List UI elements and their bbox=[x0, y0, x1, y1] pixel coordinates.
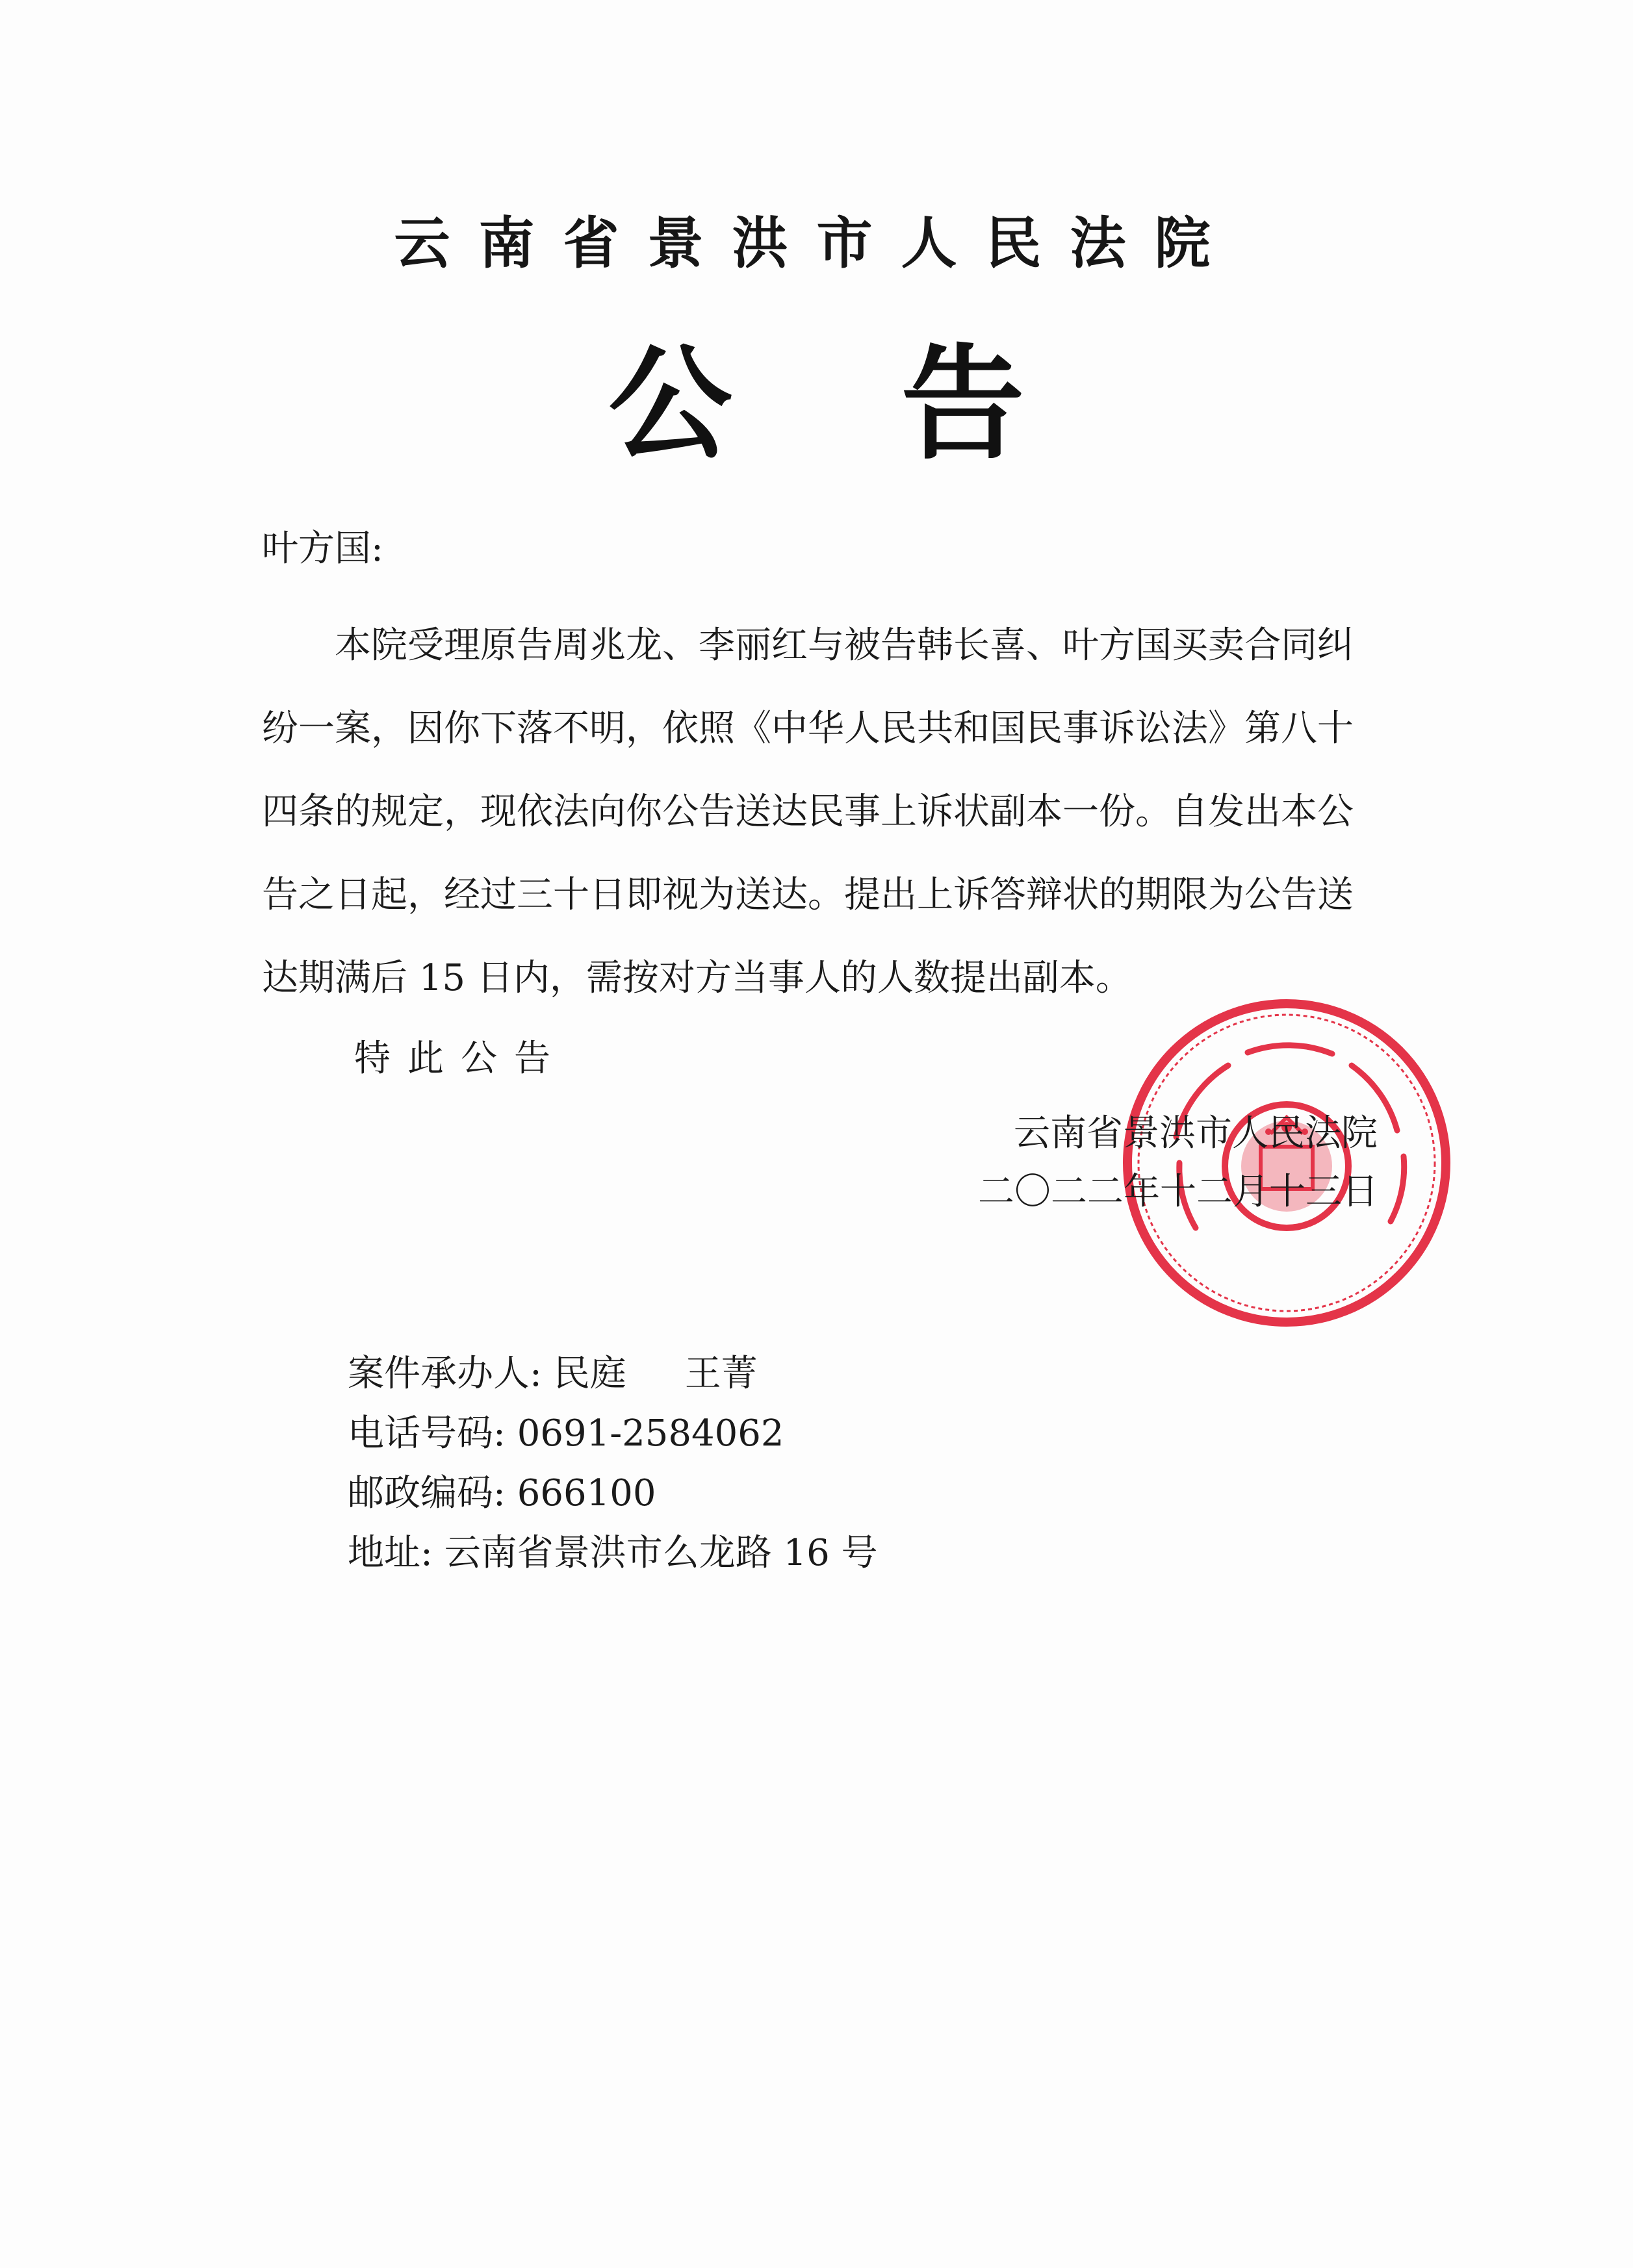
document-title: 公告 bbox=[608, 333, 1194, 476]
signature-date: 二〇二二年十二月十三日 bbox=[978, 1171, 1378, 1213]
handler-label: 案件承办人: bbox=[348, 1353, 542, 1395]
handler-dept: 民庭 bbox=[553, 1353, 626, 1395]
phone-label: 电话号码: bbox=[348, 1412, 506, 1455]
signature-court: 云南省景洪市人民法院 bbox=[1014, 1112, 1378, 1154]
postcode-value: 666100 bbox=[517, 1472, 656, 1514]
address-row bbox=[348, 1524, 878, 1576]
body-line: 达期满后 15 日内，需按对方当事人的人数提出副本。 bbox=[262, 957, 1132, 999]
phone-row bbox=[348, 1405, 784, 1457]
addressee: 叶方国: bbox=[262, 528, 383, 570]
phone-number: 0691-2584062 bbox=[517, 1412, 784, 1455]
handler-name: 王菁 bbox=[684, 1353, 758, 1395]
body-line: 纷一案，因你下落不明，依照《中华人民共和国民事诉讼法》第八十 bbox=[262, 707, 1354, 750]
handler-row bbox=[348, 1345, 758, 1397]
address-label: 地址: bbox=[348, 1532, 433, 1574]
postcode-row bbox=[348, 1464, 656, 1516]
notice-body bbox=[262, 604, 1393, 1020]
address-value: 云南省景洪市么龙路 16 号 bbox=[444, 1532, 878, 1574]
body-line: 告之日起，经过三十日即视为送达。提出上诉答辩状的期限为公告送 bbox=[262, 874, 1354, 916]
postcode-label: 邮政编码: bbox=[348, 1472, 506, 1514]
court-name-heading: 云南省景洪市人民法院 bbox=[394, 211, 1239, 276]
body-line: 本院受理原告周兆龙、李丽红与被告韩长喜、叶方国买卖合同纠 bbox=[335, 624, 1354, 667]
body-line: 四条的规定，现依法向你公告送达民事上诉状副本一份。自发出本公 bbox=[262, 791, 1354, 833]
closing-phrase: 特此公告 bbox=[354, 1038, 567, 1080]
